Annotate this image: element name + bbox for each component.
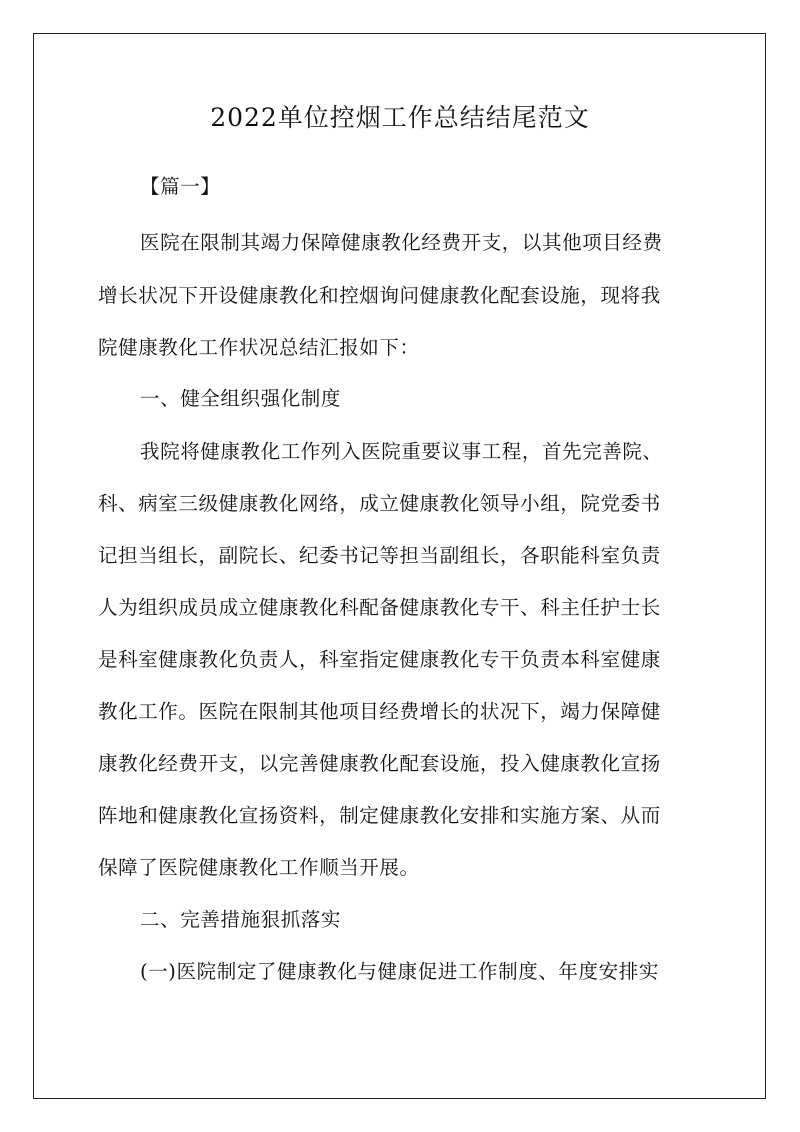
paragraph-line: 康教化经费开支，以完善健康教化配套设施，投入健康教化宣扬 xyxy=(98,752,661,775)
paragraph-line: 是科室健康教化负责人，科室指定健康教化专干负责本科室健康 xyxy=(98,648,661,671)
paragraph-line: 记担当组长，副院长、纪委书记等担当副组长，各职能科室负责 xyxy=(98,544,661,567)
paragraph-line: 我院将健康教化工作列入医院重要议事工程，首先完善院、 xyxy=(140,440,663,463)
paragraph-line: 医院在限制其竭力保障健康教化经费开支，以其他项目经费 xyxy=(140,231,663,254)
paragraph-line: 科、病室三级健康教化网络，成立健康教化领导小组，院党委书 xyxy=(98,492,661,515)
paragraph-line: 阵地和健康教化宣扬资料，制定健康教化安排和实施方案、从而 xyxy=(98,804,661,827)
section-label: 【篇一】 xyxy=(140,175,221,198)
document-title: 2022单位控烟工作总结结尾范文 xyxy=(210,103,590,132)
section-heading-2: 二、完善措施狠抓落实 xyxy=(140,908,342,931)
paragraph-line: 人为组织成员成立健康教化科配备健康教化专干、科主任护士长 xyxy=(98,596,661,619)
paragraph-line: 增长状况下开设健康教化和控烟询问健康教化配套设施，现将我 xyxy=(98,284,661,307)
paragraph-line: 保障了医院健康教化工作顺当开展。 xyxy=(98,856,420,879)
paragraph-line: (一)医院制定了健康教化与健康促进工作制度、年度安排实 xyxy=(140,960,659,983)
paragraph-line: 教化工作。医院在限制其他项目经费增长的状况下，竭力保障健 xyxy=(98,700,661,723)
paragraph-line: 院健康教化工作状况总结汇报如下： xyxy=(98,336,420,359)
section-heading-1: 一、健全组织强化制度 xyxy=(140,387,342,410)
